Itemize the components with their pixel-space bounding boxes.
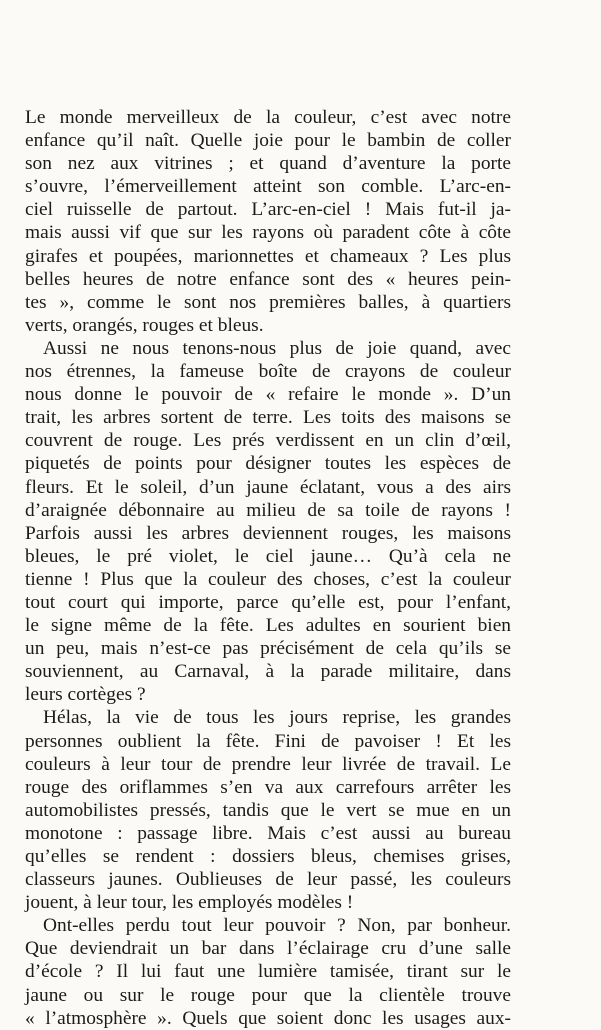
text-line: personnes oublient la fête. Fini de pavoiser ! Et les (25, 730, 511, 752)
text-line: belles heures de notre enfance sont des « heures pein- (25, 268, 511, 290)
text-line: mais aussi vif que sur les rayons où paradent côte à côte (25, 222, 511, 244)
text-line: Hélas, la vie de tous les jours reprise, les grandes (43, 707, 511, 729)
text-line: fleurs. Et le soleil, d’un jaune éclatant, vous a des airs (25, 476, 511, 498)
text-line: Parfois aussi les arbres deviennent rouges, les maisons (25, 522, 511, 544)
text-line: d’école ? Il lui faut une lumière tamisée, tirant sur le (25, 961, 511, 983)
text-line: son nez aux vitrines ; et quand d’aventure la porte (25, 153, 511, 175)
text-line: d’araignée débonnaire au milieu de sa toile de rayons ! (25, 499, 511, 521)
text-line: leurs cortèges ? (25, 684, 146, 706)
text-line: qu’elles se rendent : dossiers bleus, chemises grises, (25, 846, 511, 867)
text-line: nos étrennes, la fameuse boîte de crayons de couleur (25, 361, 511, 383)
text-line: tout court qui importe, parce qu’elle est, pour l’enfant, (25, 591, 511, 613)
text-line: rouge des oriflammes s’en va aux carrefours arrêter les (25, 776, 511, 798)
text-line: couleurs à leur tour de prendre leur livrée de travail. Le (25, 753, 511, 775)
text-line: Aussi ne nous tenons-nous plus de joie quand, avec (43, 337, 511, 359)
text-line: ciel ruisselle de partout. L’arc-en-ciel ! Mais fut-il ja- (25, 199, 511, 221)
text-line: Ont-elles perdu tout leur pouvoir ? Non, par bonheur. (43, 915, 511, 937)
text-line: automobilistes pressés, tandis que le vert se mue en un (25, 799, 511, 821)
text-line: enfance qu’il naît. Quelle joie pour le bambin de coller (25, 130, 511, 152)
text-line: un peu, mais n’est-ce pas précisément de cela qu’ils se (25, 638, 511, 660)
text-line: bleues, le pré violet, le ciel jaune… Qu’à cela ne (25, 545, 511, 567)
text-body (25, 106, 511, 1030)
text-line: tienne ! Plus que la couleur des choses, c’est la couleur (25, 568, 511, 590)
paragraph-2 (25, 337, 511, 707)
text-line: jouent, à leur tour, les employés modèles ! (25, 892, 354, 914)
text-line: Le monde merveilleux de la couleur, c’est avec notre (25, 107, 511, 128)
text-line: s’ouvre, l’émerveillement atteint son comble. L’arc-en- (25, 176, 511, 198)
paragraph-4 (25, 914, 511, 1029)
text-line: tes », comme le sont nos premières balles, à quartiers (25, 291, 511, 313)
text-line: « l’atmosphère ». Quels que soient donc les usages aux- (25, 1007, 511, 1029)
paragraph-3 (25, 706, 511, 914)
text-line: Que deviendrait un bar dans l’éclairage cru d’une salle (25, 938, 511, 960)
text-line: couvrent de rouge. Les prés verdissent en un clin d’œil, (25, 430, 511, 452)
paragraph-1 (25, 106, 511, 337)
text-line: classeurs jaunes. Oublieuses de leur passé, les couleurs (25, 869, 511, 891)
text-line: nous donne le pouvoir de « refaire le monde ». D’un (25, 384, 511, 406)
text-line: verts, orangés, rouges et bleus. (25, 314, 264, 336)
text-line: girafes et poupées, marionnettes et chameaux ? Les plus (25, 245, 511, 267)
text-line: le signe même de la fête. Les adultes en sourient bien (25, 615, 511, 637)
text-line: souviennent, au Carnaval, à la parade militaire, dans (25, 661, 511, 683)
text-line: piquetés de points pour désigner toutes les espèces de (25, 453, 511, 475)
text-line: monotone : passage libre. Mais c’est aussi au bureau (25, 822, 511, 844)
text-line: trait, les arbres sortent de terre. Les toits des maisons se (25, 407, 511, 429)
text-line: jaune ou sur le rouge pour que la clientèle trouve (25, 984, 511, 1006)
